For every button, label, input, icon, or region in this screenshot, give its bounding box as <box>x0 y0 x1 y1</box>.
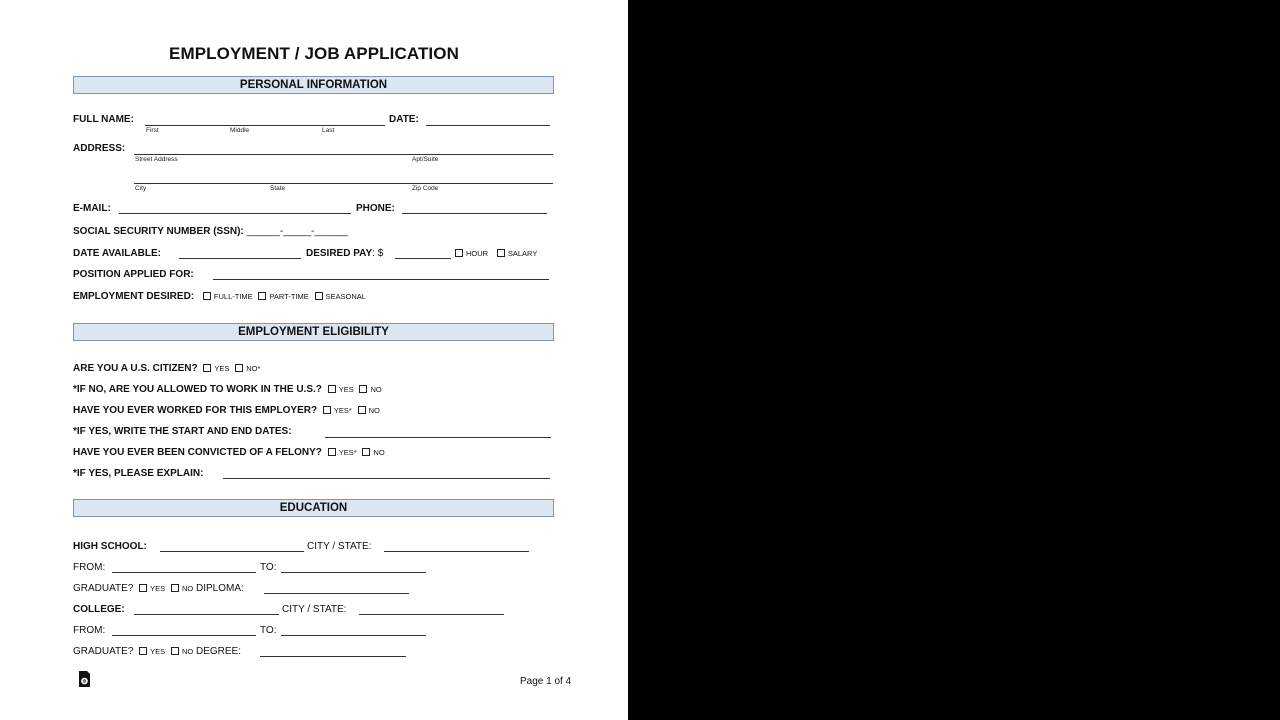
desired-pay-row: DESIRED PAY: $ <box>306 248 384 259</box>
full-name-field[interactable] <box>145 125 385 126</box>
state-caption: State <box>270 185 286 192</box>
section-header-education: EDUCATION <box>73 499 554 517</box>
hs-graduate-row: GRADUATE? YES NO DIPLOMA: <box>73 583 244 594</box>
ssn-field[interactable]: ______-_____-______ <box>246 226 348 237</box>
full-name-label: FULL NAME: <box>73 114 134 125</box>
allowed-yes-checkbox[interactable] <box>328 385 336 393</box>
college-field[interactable] <box>134 614 279 615</box>
hs-graduate-yes-checkbox[interactable] <box>139 584 147 592</box>
college-from-field[interactable] <box>112 635 256 636</box>
explain-label: *IF YES, PLEASE EXPLAIN: <box>73 468 204 479</box>
worked-before-row: HAVE YOU EVER WORKED FOR THIS EMPLOYER? YES* NO <box>73 405 380 416</box>
document-logo-icon <box>78 670 91 688</box>
citizen-no-checkbox[interactable] <box>235 364 243 372</box>
section-header-personal: PERSONAL INFORMATION <box>73 76 554 94</box>
hour-checkbox[interactable] <box>455 249 463 257</box>
start-end-dates-field[interactable] <box>325 437 551 438</box>
felony-yes-checkbox[interactable] <box>328 448 336 456</box>
start-end-dates-label: *IF YES, WRITE THE START AND END DATES: <box>73 426 292 437</box>
worked-no-checkbox[interactable] <box>358 406 366 414</box>
phone-label: PHONE: <box>356 203 395 214</box>
allowed-to-work-row: *IF NO, ARE YOU ALLOWED TO WORK IN THE U.S.? YES NO <box>73 384 382 395</box>
high-school-label: HIGH SCHOOL: <box>73 541 147 552</box>
middle-caption: Middle <box>230 127 250 134</box>
date-field[interactable] <box>426 125 550 126</box>
document-page <box>0 0 628 720</box>
hs-to-label: TO: <box>260 562 277 573</box>
street-caption: Street Address <box>135 156 178 163</box>
hs-city-state-field[interactable] <box>384 551 529 552</box>
seasonal-checkbox[interactable] <box>315 292 323 300</box>
page-number: Page 1 of 4 <box>520 676 572 687</box>
last-caption: Last <box>322 127 335 134</box>
first-caption: First <box>146 127 159 134</box>
city-caption: City <box>135 185 147 192</box>
college-graduate-row: GRADUATE? YES NO DEGREE: <box>73 646 242 657</box>
street-address-field[interactable] <box>134 154 553 155</box>
part-time-checkbox[interactable] <box>258 292 266 300</box>
employment-desired-row: EMPLOYMENT DESIRED: FULL-TIME PART-TIME SEASONAL <box>73 291 366 302</box>
date-available-field[interactable] <box>179 258 301 259</box>
college-to-field[interactable] <box>281 635 426 636</box>
college-city-state-label: CITY / STATE: <box>282 604 347 615</box>
hs-to-field[interactable] <box>281 572 426 573</box>
city-state-zip-field[interactable] <box>134 183 553 184</box>
zip-caption: Zip Code <box>412 185 439 192</box>
salary-checkbox[interactable] <box>497 249 505 257</box>
allowed-no-checkbox[interactable] <box>359 385 367 393</box>
college-to-label: TO: <box>260 625 277 636</box>
address-label: ADDRESS: <box>73 143 126 154</box>
hs-city-state-label: CITY / STATE: <box>307 541 372 552</box>
worked-yes-checkbox[interactable] <box>323 406 331 414</box>
form-title: EMPLOYMENT / JOB APPLICATION <box>169 44 459 63</box>
felony-no-checkbox[interactable] <box>362 448 370 456</box>
high-school-field[interactable] <box>160 551 304 552</box>
hs-graduate-no-checkbox[interactable] <box>171 584 179 592</box>
hs-from-field[interactable] <box>112 572 256 573</box>
felony-row: HAVE YOU EVER BEEN CONVICTED OF A FELONY? YES* NO <box>73 447 385 458</box>
phone-field[interactable] <box>402 213 547 214</box>
degree-field[interactable] <box>260 656 406 657</box>
college-graduate-no-checkbox[interactable] <box>171 647 179 655</box>
citizen-row: ARE YOU A U.S. CITIZEN? YES NO* <box>73 363 261 374</box>
college-graduate-yes-checkbox[interactable] <box>139 647 147 655</box>
position-label: POSITION APPLIED FOR: <box>73 269 194 280</box>
diploma-field[interactable] <box>264 593 409 594</box>
explain-field[interactable] <box>223 478 550 479</box>
college-from-label: FROM: <box>73 625 106 636</box>
email-label: E-MAIL: <box>73 203 111 214</box>
section-header-eligibility: EMPLOYMENT ELIGIBILITY <box>73 323 554 341</box>
apt-caption: Apt/Suite <box>412 156 439 163</box>
full-time-checkbox[interactable] <box>203 292 211 300</box>
position-field[interactable] <box>213 279 549 280</box>
email-field[interactable] <box>119 213 351 214</box>
pay-type-options: HOUR SALARY <box>452 248 537 259</box>
college-city-state-field[interactable] <box>359 614 504 615</box>
date-available-label: DATE AVAILABLE: <box>73 248 161 259</box>
desired-pay-field[interactable] <box>395 258 451 259</box>
college-label: COLLEGE: <box>73 604 125 615</box>
date-label: DATE: <box>389 114 419 125</box>
hs-from-label: FROM: <box>73 562 106 573</box>
ssn-label: SOCIAL SECURITY NUMBER (SSN): ______-_____-______ <box>73 226 348 237</box>
citizen-yes-checkbox[interactable] <box>203 364 211 372</box>
